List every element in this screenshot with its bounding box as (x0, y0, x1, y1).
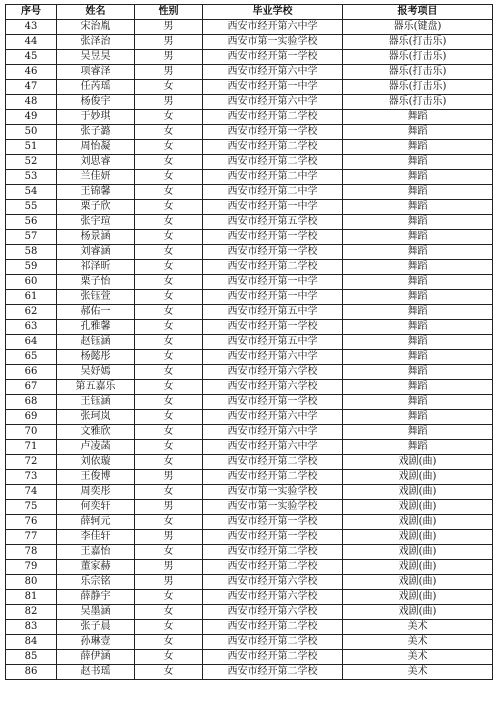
table-row (6, 260, 493, 275)
serial-number-cell: 86 (6, 665, 57, 680)
table-row (6, 125, 493, 140)
name-cell: 王钰涵 (57, 395, 135, 410)
graduation-school-cell: 西安市第一实验学校 (203, 485, 343, 500)
exam-subject-cell: 戏剧(曲) (343, 485, 493, 500)
gender-cell: 男 (135, 95, 203, 110)
name-cell: 张宇瑄 (57, 215, 135, 230)
gender-cell: 女 (135, 665, 203, 680)
exam-subject-cell: 舞蹈 (343, 320, 493, 335)
exam-subject-cell: 戏剧(曲) (343, 515, 493, 530)
gender-cell: 女 (135, 260, 203, 275)
serial-number-cell: 50 (6, 125, 57, 140)
serial-number-cell: 57 (6, 230, 57, 245)
name-cell: 张子晨 (57, 620, 135, 635)
table-row (6, 665, 493, 680)
name-cell: 孔雅馨 (57, 320, 135, 335)
name-cell: 董家赫 (57, 560, 135, 575)
serial-number-cell: 59 (6, 260, 57, 275)
graduation-school-cell: 西安市经开第二学校 (203, 110, 343, 125)
header-row (6, 5, 493, 20)
gender-cell: 女 (135, 350, 203, 365)
table-row (6, 350, 493, 365)
exam-subject-cell: 舞蹈 (343, 290, 493, 305)
gender-cell: 女 (135, 545, 203, 560)
name-cell: 任芮瑶 (57, 80, 135, 95)
gender-cell: 女 (135, 605, 203, 620)
graduation-school-cell: 西安市经开第五中学 (203, 305, 343, 320)
exam-subject-cell: 戏剧(曲) (343, 605, 493, 620)
gender-cell: 女 (135, 320, 203, 335)
serial-number-cell: 65 (6, 350, 57, 365)
graduation-school-cell: 西安市经开第六学校 (203, 605, 343, 620)
name-cell: 张钰萱 (57, 290, 135, 305)
header-name: 姓名 (57, 5, 135, 20)
serial-number-cell: 82 (6, 605, 57, 620)
gender-cell: 女 (135, 230, 203, 245)
graduation-school-cell: 西安市经开第一学校 (203, 245, 343, 260)
table-row (6, 425, 493, 440)
name-cell: 杨懿彤 (57, 350, 135, 365)
table-row (6, 470, 493, 485)
graduation-school-cell: 西安市经开第二学校 (203, 260, 343, 275)
name-cell: 吴昱昊 (57, 50, 135, 65)
graduation-school-cell: 西安市第一实验学校 (203, 35, 343, 50)
exam-subject-cell: 戏剧(曲) (343, 500, 493, 515)
gender-cell: 女 (135, 650, 203, 665)
serial-number-cell: 66 (6, 365, 57, 380)
table-row (6, 620, 493, 635)
serial-number-cell: 84 (6, 635, 57, 650)
serial-number-cell: 60 (6, 275, 57, 290)
exam-subject-cell: 舞蹈 (343, 380, 493, 395)
serial-number-cell: 69 (6, 410, 57, 425)
name-cell: 王嘉怡 (57, 545, 135, 560)
exam-subject-cell: 舞蹈 (343, 155, 493, 170)
exam-subject-cell: 舞蹈 (343, 335, 493, 350)
graduation-school-cell: 西安市经开第一学校 (203, 530, 343, 545)
exam-subject-cell: 舞蹈 (343, 110, 493, 125)
serial-number-cell: 76 (6, 515, 57, 530)
gender-cell: 男 (135, 20, 203, 35)
name-cell: 孙琳壹 (57, 635, 135, 650)
serial-number-cell: 53 (6, 170, 57, 185)
serial-number-cell: 55 (6, 200, 57, 215)
serial-number-cell: 43 (6, 20, 57, 35)
gender-cell: 女 (135, 275, 203, 290)
serial-number-cell: 49 (6, 110, 57, 125)
graduation-school-cell: 西安市经开第二学校 (203, 620, 343, 635)
name-cell: 栗子怡 (57, 275, 135, 290)
table-row (6, 635, 493, 650)
exam-subject-cell: 戏剧(曲) (343, 455, 493, 470)
graduation-school-cell: 西安市经开第六中学 (203, 410, 343, 425)
exam-subject-cell: 戏剧(曲) (343, 470, 493, 485)
table-row (6, 20, 493, 35)
serial-number-cell: 54 (6, 185, 57, 200)
graduation-school-cell: 西安市经开第一中学 (203, 80, 343, 95)
graduation-school-cell: 西安市经开第二学校 (203, 470, 343, 485)
table-row (6, 80, 493, 95)
graduation-school-cell: 西安市经开第六中学 (203, 65, 343, 80)
gender-cell: 女 (135, 440, 203, 455)
name-cell: 王俊博 (57, 470, 135, 485)
table-row (6, 500, 493, 515)
exam-subject-cell: 舞蹈 (343, 395, 493, 410)
serial-number-cell: 70 (6, 425, 57, 440)
graduation-school-cell: 西安市经开第二学校 (203, 155, 343, 170)
name-cell: 杨景涵 (57, 230, 135, 245)
student-roster-table (5, 4, 493, 680)
serial-number-cell: 73 (6, 470, 57, 485)
gender-cell: 男 (135, 500, 203, 515)
gender-cell: 女 (135, 380, 203, 395)
serial-number-cell: 78 (6, 545, 57, 560)
gender-cell: 女 (135, 125, 203, 140)
exam-subject-cell: 戏剧(曲) (343, 560, 493, 575)
table-row (6, 575, 493, 590)
exam-subject-cell: 美术 (343, 650, 493, 665)
gender-cell: 男 (135, 575, 203, 590)
exam-subject-cell: 舞蹈 (343, 170, 493, 185)
table-row (6, 320, 493, 335)
serial-number-cell: 79 (6, 560, 57, 575)
name-cell: 赵钰涵 (57, 335, 135, 350)
table-row (6, 65, 493, 80)
gender-cell: 女 (135, 245, 203, 260)
gender-cell: 女 (135, 365, 203, 380)
gender-cell: 男 (135, 50, 203, 65)
gender-cell: 女 (135, 620, 203, 635)
table-row (6, 515, 493, 530)
exam-subject-cell: 舞蹈 (343, 245, 493, 260)
gender-cell: 男 (135, 35, 203, 50)
name-cell: 何奕轩 (57, 500, 135, 515)
exam-subject-cell: 舞蹈 (343, 200, 493, 215)
table-row (6, 50, 493, 65)
graduation-school-cell: 西安市经开第一学校 (203, 515, 343, 530)
header-gender: 性别 (135, 5, 203, 20)
serial-number-cell: 67 (6, 380, 57, 395)
name-cell: 项睿泽 (57, 65, 135, 80)
exam-subject-cell: 戏剧(曲) (343, 545, 493, 560)
graduation-school-cell: 西安市经开第六学校 (203, 380, 343, 395)
serial-number-cell: 85 (6, 650, 57, 665)
name-cell: 兰佳妍 (57, 170, 135, 185)
serial-number-cell: 52 (6, 155, 57, 170)
gender-cell: 女 (135, 110, 203, 125)
serial-number-cell: 77 (6, 530, 57, 545)
graduation-school-cell: 西安市经开第六中学 (203, 350, 343, 365)
name-cell: 第五嘉乐 (57, 380, 135, 395)
exam-subject-cell: 舞蹈 (343, 440, 493, 455)
graduation-school-cell: 西安市经开第二学校 (203, 455, 343, 470)
exam-subject-cell: 器乐(打击乐) (343, 50, 493, 65)
name-cell: 刘思睿 (57, 155, 135, 170)
serial-number-cell: 74 (6, 485, 57, 500)
serial-number-cell: 75 (6, 500, 57, 515)
gender-cell: 女 (135, 395, 203, 410)
graduation-school-cell: 西安市经开第六学校 (203, 365, 343, 380)
table-row (6, 545, 493, 560)
graduation-school-cell: 西安市经开第二学校 (203, 635, 343, 650)
name-cell: 文雅欣 (57, 425, 135, 440)
name-cell: 祁泽昕 (57, 260, 135, 275)
table-row (6, 440, 493, 455)
gender-cell: 女 (135, 140, 203, 155)
graduation-school-cell: 西安市经开第二学校 (203, 650, 343, 665)
graduation-school-cell: 西安市经开第六中学 (203, 20, 343, 35)
gender-cell: 女 (135, 290, 203, 305)
exam-subject-cell: 舞蹈 (343, 410, 493, 425)
graduation-school-cell: 西安市经开第五学校 (203, 215, 343, 230)
exam-subject-cell: 舞蹈 (343, 140, 493, 155)
name-cell: 周怡凝 (57, 140, 135, 155)
graduation-school-cell: 西安市经开第二学校 (203, 665, 343, 680)
table-header (6, 5, 493, 20)
graduation-school-cell: 西安市经开第六学校 (203, 590, 343, 605)
header-graduation-school: 毕业学校 (203, 5, 343, 20)
exam-subject-cell: 美术 (343, 620, 493, 635)
serial-number-cell: 44 (6, 35, 57, 50)
name-cell: 宋治胤 (57, 20, 135, 35)
table-row (6, 605, 493, 620)
header-serial-number: 序号 (6, 5, 57, 20)
serial-number-cell: 61 (6, 290, 57, 305)
exam-subject-cell: 器乐(键盘) (343, 20, 493, 35)
serial-number-cell: 63 (6, 320, 57, 335)
name-cell: 卢凌菡 (57, 440, 135, 455)
exam-subject-cell: 器乐(打击乐) (343, 80, 493, 95)
graduation-school-cell: 西安市经开第二学校 (203, 140, 343, 155)
header-exam-subject: 报考项目 (343, 5, 493, 20)
gender-cell: 男 (135, 530, 203, 545)
serial-number-cell: 68 (6, 395, 57, 410)
exam-subject-cell: 美术 (343, 635, 493, 650)
exam-subject-cell: 美术 (343, 665, 493, 680)
gender-cell: 女 (135, 80, 203, 95)
name-cell: 薛轲元 (57, 515, 135, 530)
table-row (6, 110, 493, 125)
name-cell: 赵书瑶 (57, 665, 135, 680)
name-cell: 薛伊涵 (57, 650, 135, 665)
name-cell: 张子潞 (57, 125, 135, 140)
gender-cell: 女 (135, 485, 203, 500)
graduation-school-cell: 西安市经开第一学校 (203, 320, 343, 335)
serial-number-cell: 51 (6, 140, 57, 155)
serial-number-cell: 47 (6, 80, 57, 95)
exam-subject-cell: 舞蹈 (343, 425, 493, 440)
table-row (6, 365, 493, 380)
name-cell: 李佳轩 (57, 530, 135, 545)
table-row (6, 230, 493, 245)
exam-subject-cell: 戏剧(曲) (343, 530, 493, 545)
graduation-school-cell: 西安市经开第六学校 (203, 575, 343, 590)
exam-subject-cell: 舞蹈 (343, 230, 493, 245)
serial-number-cell: 72 (6, 455, 57, 470)
exam-subject-cell: 器乐(打击乐) (343, 95, 493, 110)
table-row (6, 185, 493, 200)
table-row (6, 95, 493, 110)
exam-subject-cell: 舞蹈 (343, 215, 493, 230)
graduation-school-cell: 西安市第一实验学校 (203, 500, 343, 515)
table-row (6, 275, 493, 290)
name-cell: 郝佑一 (57, 305, 135, 320)
name-cell: 张泽治 (57, 35, 135, 50)
graduation-school-cell: 西安市经开第一中学 (203, 290, 343, 305)
table-row (6, 380, 493, 395)
graduation-school-cell: 西安市经开第二学校 (203, 545, 343, 560)
exam-subject-cell: 舞蹈 (343, 185, 493, 200)
table-row (6, 170, 493, 185)
table-row (6, 200, 493, 215)
graduation-school-cell: 西安市经开第一中学 (203, 275, 343, 290)
table-row (6, 410, 493, 425)
name-cell: 张珂岚 (57, 410, 135, 425)
exam-subject-cell: 器乐(打击乐) (343, 65, 493, 80)
serial-number-cell: 56 (6, 215, 57, 230)
graduation-school-cell: 西安市经开第一学校 (203, 230, 343, 245)
exam-subject-cell: 器乐(打击乐) (343, 35, 493, 50)
exam-subject-cell: 舞蹈 (343, 365, 493, 380)
gender-cell: 女 (135, 590, 203, 605)
name-cell: 薛静宇 (57, 590, 135, 605)
serial-number-cell: 58 (6, 245, 57, 260)
exam-subject-cell: 舞蹈 (343, 305, 493, 320)
graduation-school-cell: 西安市经开第五中学 (203, 335, 343, 350)
graduation-school-cell: 西安市经开第六中学 (203, 95, 343, 110)
gender-cell: 女 (135, 425, 203, 440)
table-row (6, 485, 493, 500)
serial-number-cell: 83 (6, 620, 57, 635)
exam-subject-cell: 戏剧(曲) (343, 575, 493, 590)
table-row (6, 455, 493, 470)
table-row (6, 650, 493, 665)
table-body (6, 20, 493, 680)
name-cell: 周奕彤 (57, 485, 135, 500)
exam-subject-cell: 舞蹈 (343, 275, 493, 290)
exam-subject-cell: 戏剧(曲) (343, 590, 493, 605)
table-row (6, 290, 493, 305)
name-cell: 刘睿涵 (57, 245, 135, 260)
table-row (6, 530, 493, 545)
serial-number-cell: 81 (6, 590, 57, 605)
table-row (6, 245, 493, 260)
name-cell: 刘依璇 (57, 455, 135, 470)
graduation-school-cell: 西安市经开第一中学 (203, 200, 343, 215)
exam-subject-cell: 舞蹈 (343, 125, 493, 140)
name-cell: 吴妤嫣 (57, 365, 135, 380)
graduation-school-cell: 西安市经开第二中学 (203, 185, 343, 200)
graduation-school-cell: 西安市经开第六中学 (203, 425, 343, 440)
serial-number-cell: 64 (6, 335, 57, 350)
gender-cell: 女 (135, 200, 203, 215)
table-row (6, 155, 493, 170)
gender-cell: 女 (135, 635, 203, 650)
gender-cell: 女 (135, 155, 203, 170)
table-row (6, 395, 493, 410)
table-row (6, 140, 493, 155)
gender-cell: 女 (135, 305, 203, 320)
serial-number-cell: 71 (6, 440, 57, 455)
name-cell: 杨俊宇 (57, 95, 135, 110)
graduation-school-cell: 西安市经开第二学校 (203, 560, 343, 575)
name-cell: 王锦馨 (57, 185, 135, 200)
serial-number-cell: 48 (6, 95, 57, 110)
table-row (6, 305, 493, 320)
gender-cell: 女 (135, 455, 203, 470)
serial-number-cell: 45 (6, 50, 57, 65)
graduation-school-cell: 西安市经开第六中学 (203, 440, 343, 455)
gender-cell: 女 (135, 185, 203, 200)
gender-cell: 男 (135, 560, 203, 575)
gender-cell: 女 (135, 335, 203, 350)
graduation-school-cell: 西安市经开第一学校 (203, 50, 343, 65)
graduation-school-cell: 西安市经开第二中学 (203, 170, 343, 185)
table-row (6, 215, 493, 230)
serial-number-cell: 46 (6, 65, 57, 80)
name-cell: 于妙琪 (57, 110, 135, 125)
serial-number-cell: 80 (6, 575, 57, 590)
graduation-school-cell: 西安市经开第一学校 (203, 125, 343, 140)
name-cell: 吴墨涵 (57, 605, 135, 620)
table-row (6, 35, 493, 50)
gender-cell: 男 (135, 65, 203, 80)
gender-cell: 女 (135, 215, 203, 230)
table-row (6, 560, 493, 575)
exam-subject-cell: 舞蹈 (343, 260, 493, 275)
graduation-school-cell: 西安市经开第一学校 (203, 395, 343, 410)
name-cell: 乐宗铭 (57, 575, 135, 590)
serial-number-cell: 62 (6, 305, 57, 320)
table-row (6, 590, 493, 605)
gender-cell: 女 (135, 410, 203, 425)
table-row (6, 335, 493, 350)
gender-cell: 女 (135, 170, 203, 185)
name-cell: 栗子欣 (57, 200, 135, 215)
gender-cell: 女 (135, 515, 203, 530)
exam-subject-cell: 舞蹈 (343, 350, 493, 365)
gender-cell: 男 (135, 470, 203, 485)
